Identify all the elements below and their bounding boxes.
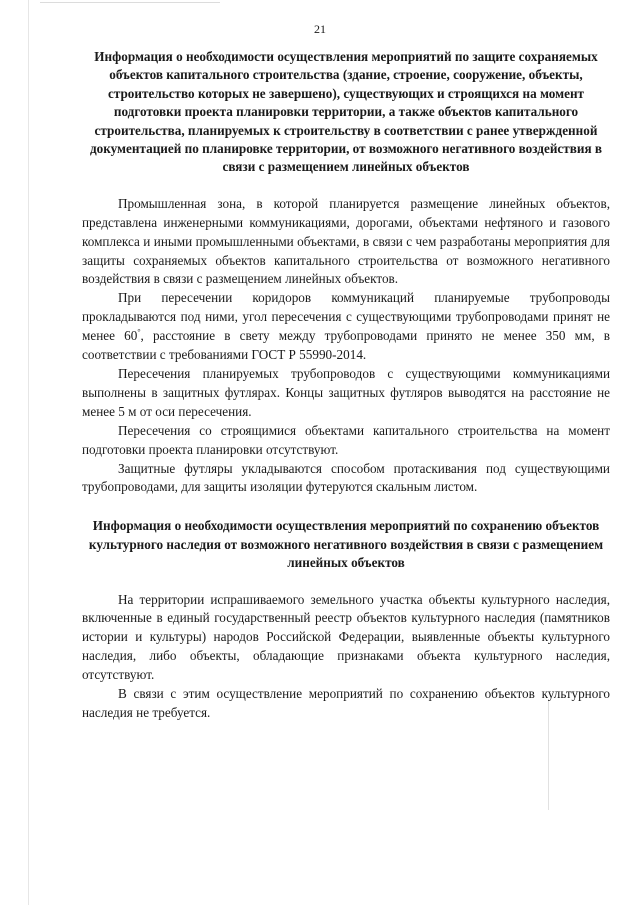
paragraph: Промышленная зона, в которой планируется размещение линейных объектов, представлена инженерными коммуникациями, дорогами, объектами нефтяного и газового комплекса и иными промышленными объектами, в связи с чем разработаны мероприятия для защиты сохраняемых объектов капитального строительства от возможного негативного воздействия в связи с размещением линейных объектов. <box>82 195 610 287</box>
section-body <box>82 591 610 723</box>
paragraph-text: , расстояние в свету между трубопроводами принято не менее 350 мм, в соответствии с требованиями ГОСТ Р 55990-2014. <box>82 328 610 363</box>
scan-top-mark <box>40 2 220 3</box>
paragraph: Защитные футляры укладываются способом протаскивания под существующими трубопроводами, для защиты изоляции футеруются скальным листом. <box>82 460 610 495</box>
paragraph <box>82 289 610 365</box>
scan-edge-mark <box>28 0 29 905</box>
degree-sign: ° <box>137 327 141 337</box>
paragraph: Пересечения со строящимися объектами капитального строительства на момент подготовки проекта планировки отсутствуют. <box>82 422 610 457</box>
section-heading: Информация о необходимости осуществления мероприятий по защите сохраняемых объектов капитального строительства (здание, строение, сооружение, объекты, строительство которых не завершено), существующих и строящихся на момент подготовки проекта планировки территории, а также объектов капитального строительства, планируемых к строительству в соответствии с ранее утвержденной документацией по планировке территории, от возможного негативного воздействия в связи с размещением линейных объектов <box>89 49 603 175</box>
document-body <box>82 48 610 723</box>
section-heading: Информация о необходимости осуществления мероприятий по сохранению объектов культурного наследия от возможного негативного воздействия в связи с размещением линейных объектов <box>88 518 604 571</box>
page-number: 21 <box>314 22 326 36</box>
paragraph: На территории испрашиваемого земельного участка объекты культурного наследия, включенные в единый государственный реестр объектов культурного наследия (памятников истории и культуры) народов Российской Федерации, выявленные объекты культурного наследия, либо объекты, обладающие признаками объекта культурного наследия, отсутствуют. <box>82 591 610 683</box>
section-body <box>82 195 610 498</box>
paragraph: В связи с этим осуществление мероприятий по сохранению объектов культурного наследия не требуется. <box>82 686 610 720</box>
paragraph-text: При пересечении коридоров коммуникаций планируемые трубопроводы прокладываются под ними, угол пересечения с существующими трубопроводами принят не менее 60 <box>82 290 610 344</box>
paragraph: Пересечения планируемых трубопроводов с существующими коммуникациями выполнены в защитных футлярах. Концы защитных футляров выводятся на расстояние не менее 5 м от оси пересечения. <box>82 366 610 419</box>
